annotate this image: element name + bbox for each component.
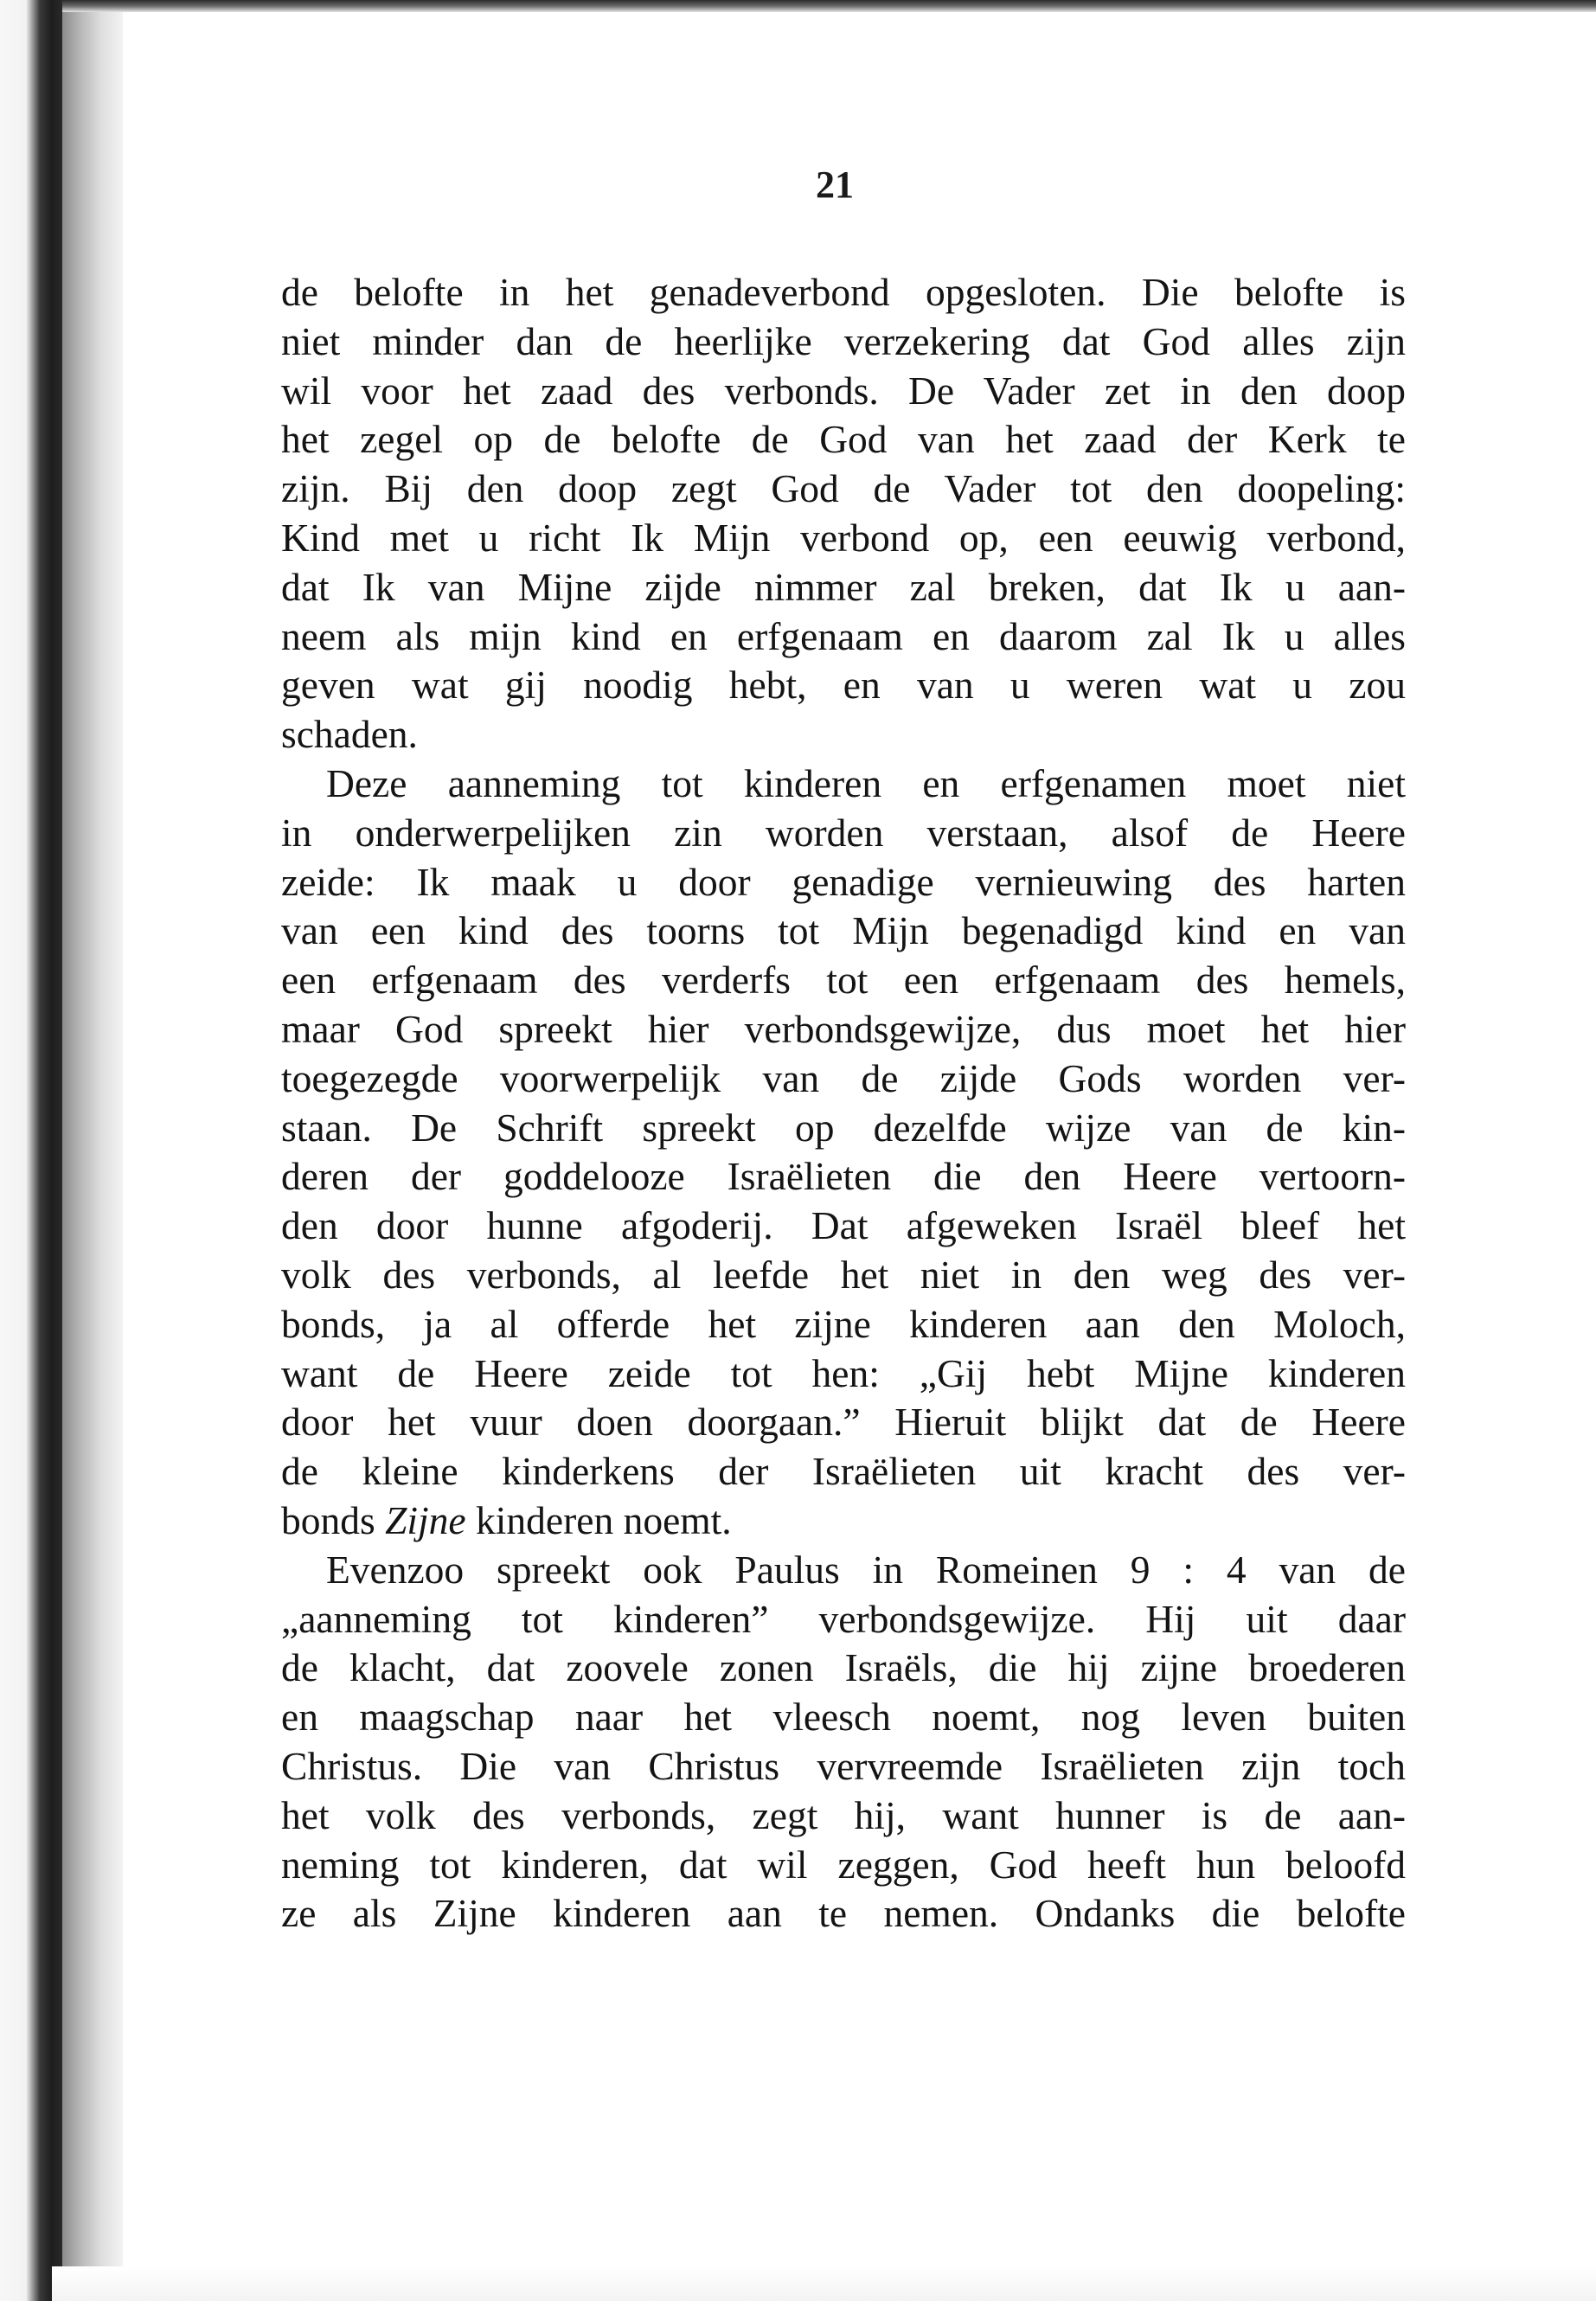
- text-line: neem als mijn kind en erfgenaam en daarom zal Ik u alles: [281, 613, 1406, 658]
- text-line: dat Ik van Mijne zijde nimmer zal breken, dat Ik u aan-: [281, 564, 1406, 609]
- text-line: en maagschap naar het vleesch noemt, nog leven buiten: [281, 1695, 1406, 1740]
- text-line: een erfgenaam des verderfs tot een erfgenaam des hemels,: [281, 958, 1406, 1003]
- text-line: staan. De Schrift spreekt op dezelfde wijze van de kin-: [281, 1105, 1406, 1150]
- page-number: 21: [816, 163, 854, 206]
- text-line: den door hunne afgoderij. Dat afgeweken Israël bleef het: [281, 1203, 1406, 1248]
- text-line: toegezegde voorwerpelijk van de zijde Gods worden ver-: [281, 1055, 1406, 1100]
- text-line: maar God spreekt hier verbondsgewijze, dus moet het hier: [281, 1006, 1406, 1051]
- text-line: wil voor het zaad des verbonds. De Vader zet in den doop: [281, 368, 1406, 413]
- text-line: het volk des verbonds, zegt hij, want hunner is de aan-: [281, 1792, 1406, 1837]
- scanner-edge-bottom: [52, 2266, 1596, 2301]
- paragraph-3: [281, 1546, 1406, 1939]
- text-line: het zegel op de belofte de God van het zaad der Kerk te: [281, 417, 1406, 462]
- text-line: neming tot kinderen, dat wil zeggen, God heeft hun beloofd: [281, 1842, 1406, 1887]
- text-line: de belofte in het genadeverbond opgesloten. Die belofte is: [281, 270, 1406, 314]
- text-line: want de Heere zeide tot hen: „Gij hebt Mijne kinderen: [281, 1350, 1406, 1395]
- text-line: bonds, ja al offerde het zijne kinderen aan den Moloch,: [281, 1301, 1406, 1346]
- text-line: door het vuur doen doorgaan.” Hieruit blijkt dat de Heere: [281, 1400, 1406, 1445]
- text-line: geven wat gij noodig hebt, en van u weren wat u zou: [281, 663, 1406, 708]
- text-line: Deze aanneming tot kinderen en erfgenamen moet niet: [326, 760, 1406, 805]
- text-line: [281, 1497, 1406, 1546]
- emphasis-word: Zijne: [385, 1497, 466, 1542]
- scanner-edge-left: [0, 0, 62, 2301]
- text-line: volk des verbonds, al leefde het niet in den weg des ver-: [281, 1252, 1406, 1297]
- text-line: Christus. Die van Christus vervreemde Israëlieten zijn toch: [281, 1743, 1406, 1788]
- text-line: de kleine kinderkens der Israëlieten uit kracht des ver-: [281, 1449, 1406, 1494]
- text-line: deren der goddelooze Israëlieten die den Heere vertoorn-: [281, 1154, 1406, 1199]
- text-line: Evenzoo spreekt ook Paulus in Romeinen 9 : 4 van de: [326, 1547, 1406, 1592]
- text-line: „aanneming tot kinderen” verbondsgewijze. Hij uit daar: [281, 1596, 1406, 1641]
- page-gutter-shadow: [62, 0, 123, 2301]
- text-line: Kind met u richt Ik Mijn verbond op, een eeuwig verbond,: [281, 515, 1406, 560]
- text-line: niet minder dan de heerlijke verzekering dat God alles zijn: [281, 318, 1406, 363]
- paragraph-2: [281, 760, 1406, 1546]
- text-line: schaden.: [281, 712, 418, 757]
- text-line: de klacht, dat zoovele zonen Israëls, die hij zijne broederen: [281, 1645, 1406, 1690]
- text-line: in onderwerpelijken zin worden verstaan, alsof de Heere: [281, 810, 1406, 855]
- text-line: van een kind des toorns tot Mijn begenadigd kind en van: [281, 908, 1406, 953]
- text-run: kinderen noemt.: [465, 1497, 732, 1542]
- scanner-edge-top: [62, 0, 1596, 12]
- text-line: zeide: Ik maak u door genadige vernieuwing des harten: [281, 859, 1406, 904]
- text-run: bonds: [281, 1497, 386, 1542]
- paragraph-1: [281, 268, 1406, 760]
- body-text: [281, 268, 1406, 1939]
- text-line: zijn. Bij den doop zegt God de Vader tot den doopeling:: [281, 466, 1406, 511]
- text-line: ze als Zijne kinderen aan te nemen. Ondanks die belofte: [281, 1891, 1406, 1936]
